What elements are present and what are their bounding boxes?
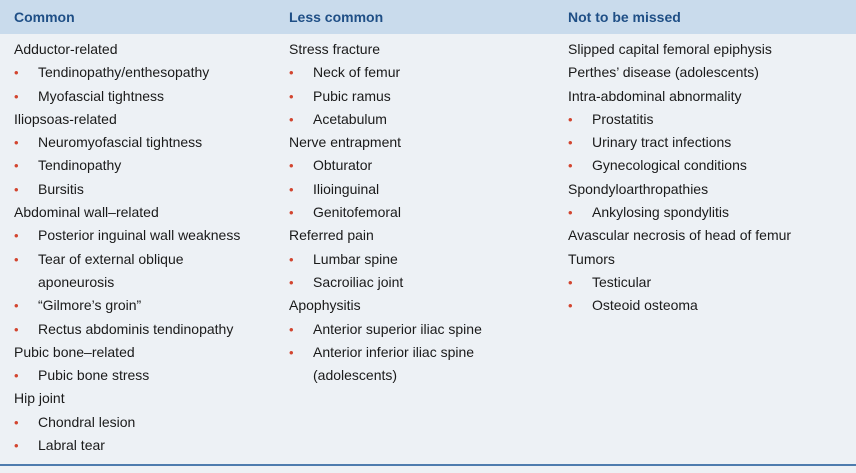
bullet-icon: • [14, 298, 19, 314]
item-text: Intra-abdominal abnormality [568, 87, 742, 104]
item-text: Chondral lesion [38, 413, 136, 430]
category-heading [289, 294, 559, 317]
bullet-icon: • [289, 111, 294, 127]
bullet-item [14, 131, 284, 154]
item-text: Bursitis [38, 180, 84, 197]
item-text: Tumors [568, 250, 615, 267]
item-text: Abdominal wall–related [14, 204, 159, 221]
item-text: Labral tear [38, 437, 105, 454]
bullet-item [568, 154, 853, 177]
bullet-icon: • [289, 205, 294, 221]
item-text: Tendinopathy [38, 157, 122, 174]
bullet-item [568, 131, 853, 154]
item-text: Apophysitis [289, 297, 361, 314]
category-heading [14, 201, 284, 224]
item-text: Adductor-related [14, 41, 118, 57]
item-text: Osteoid osteoma [592, 297, 698, 314]
item-text: Hip joint [14, 390, 65, 407]
bullet-icon: • [289, 321, 294, 337]
bullet-icon: • [568, 158, 573, 174]
bullet-item [289, 178, 559, 201]
bullet-icon: • [289, 251, 294, 267]
bullet-icon: • [568, 205, 573, 221]
item-text: Acetabulum [313, 110, 387, 127]
table-header [0, 0, 856, 34]
bullet-icon: • [568, 274, 573, 290]
bullet-item [14, 248, 284, 271]
item-text: Pubic ramus [313, 87, 391, 104]
item-text: Tendinopathy/enthesopathy [38, 64, 210, 81]
bullet-item [14, 318, 284, 341]
header-less-common: Less common [289, 9, 384, 25]
category-heading [14, 38, 284, 61]
bullet-item [568, 271, 853, 294]
category-heading [568, 85, 853, 108]
bullet-icon: • [289, 158, 294, 174]
category-heading [568, 224, 853, 247]
bullet-item [289, 248, 559, 271]
category-heading [289, 224, 559, 247]
item-text: Ilioinguinal [313, 180, 380, 197]
bullet-item [289, 271, 559, 294]
header-common: Common [14, 9, 75, 25]
bullet-item [14, 364, 284, 387]
item-text: Anterior inferior iliac spine [313, 343, 475, 360]
column-not-to-be-missed [568, 38, 853, 318]
bullet-icon: • [14, 368, 19, 384]
item-text: Stress fracture [289, 41, 381, 57]
bullet-item [289, 85, 559, 108]
bullet-icon: • [289, 181, 294, 197]
item-text: aponeurosis [38, 273, 115, 290]
bullet-icon: • [14, 88, 19, 104]
bullet-icon: • [14, 135, 19, 151]
item-text: Pubic bone–related [14, 343, 135, 360]
bullet-item [568, 294, 853, 317]
bullet-item [289, 201, 559, 224]
bullet-icon: • [568, 111, 573, 127]
category-heading [568, 178, 853, 201]
bullet-icon: • [14, 158, 19, 174]
item-text: Neuromyofascial tightness [38, 134, 203, 151]
category-heading [14, 387, 284, 410]
bullet-icon: • [14, 438, 19, 454]
item-text: Obturator [313, 157, 373, 174]
item-text: Testicular [592, 273, 652, 290]
bottom-rule [0, 464, 856, 466]
item-text: Iliopsoas-related [14, 110, 117, 127]
bullet-icon: • [14, 181, 19, 197]
bullet-item [14, 85, 284, 108]
bullet-item [289, 341, 559, 364]
bullet-icon: • [14, 228, 19, 244]
bullet-continuation [14, 271, 284, 294]
bullet-item [14, 178, 284, 201]
bullet-item [14, 224, 284, 247]
category-heading [568, 61, 853, 84]
bullet-icon: • [568, 135, 573, 151]
header-not-to-be-missed: Not to be missed [568, 9, 681, 25]
item-text: Anterior superior iliac spine [313, 320, 482, 337]
bullet-icon: • [14, 321, 19, 337]
item-text: Ankylosing spondylitis [592, 204, 729, 221]
item-text: Avascular necrosis of head of femur [568, 227, 792, 244]
bullet-item [568, 108, 853, 131]
item-text: Myofascial tightness [38, 87, 165, 104]
item-text: Rectus abdominis tendinopathy [38, 320, 234, 337]
category-heading [568, 248, 853, 271]
category-heading [14, 108, 284, 131]
item-text: Referred pain [289, 227, 374, 244]
item-text: Genitofemoral [313, 204, 401, 221]
item-text: Prostatitis [592, 110, 654, 127]
item-text: Posterior inguinal wall weakness [38, 227, 241, 244]
category-heading [14, 341, 284, 364]
bullet-item [289, 61, 559, 84]
item-text: Urinary tract infections [592, 134, 732, 151]
bullet-item [289, 108, 559, 131]
item-text: Nerve entrapment [289, 134, 402, 151]
bullet-icon: • [14, 251, 19, 267]
item-text: “Gilmore’s groin” [38, 297, 142, 314]
bullet-item [568, 201, 853, 224]
bullet-item [14, 154, 284, 177]
bullet-icon: • [289, 274, 294, 290]
item-text: Tear of external oblique [38, 250, 184, 267]
bullet-item [14, 61, 284, 84]
item-text: Gynecological conditions [592, 157, 747, 174]
column-less-common [289, 38, 559, 387]
item-text: Sacroiliac joint [313, 273, 404, 290]
bullet-item [14, 411, 284, 434]
item-text: Perthes’ disease (adolescents) [568, 64, 759, 81]
bullet-icon: • [568, 298, 573, 314]
bullet-item [289, 318, 559, 341]
item-text: Lumbar spine [313, 250, 398, 267]
category-heading [289, 38, 559, 61]
bullet-icon: • [14, 414, 19, 430]
bullet-icon: • [14, 65, 19, 81]
category-heading [289, 131, 559, 154]
item-text: Pubic bone stress [38, 367, 150, 384]
bullet-item [14, 294, 284, 317]
bullet-icon: • [289, 344, 294, 360]
item-text: (adolescents) [313, 367, 398, 384]
item-text: Spondyloarthropathies [568, 180, 709, 197]
category-heading [568, 38, 853, 61]
bullet-icon: • [289, 88, 294, 104]
bullet-item [289, 154, 559, 177]
bullet-icon: • [289, 65, 294, 81]
bullet-item [14, 434, 284, 457]
item-text: Slipped capital femoral epiphysis [568, 41, 772, 57]
bullet-continuation [289, 364, 559, 387]
column-common [14, 38, 284, 457]
item-text: Neck of femur [313, 64, 401, 81]
